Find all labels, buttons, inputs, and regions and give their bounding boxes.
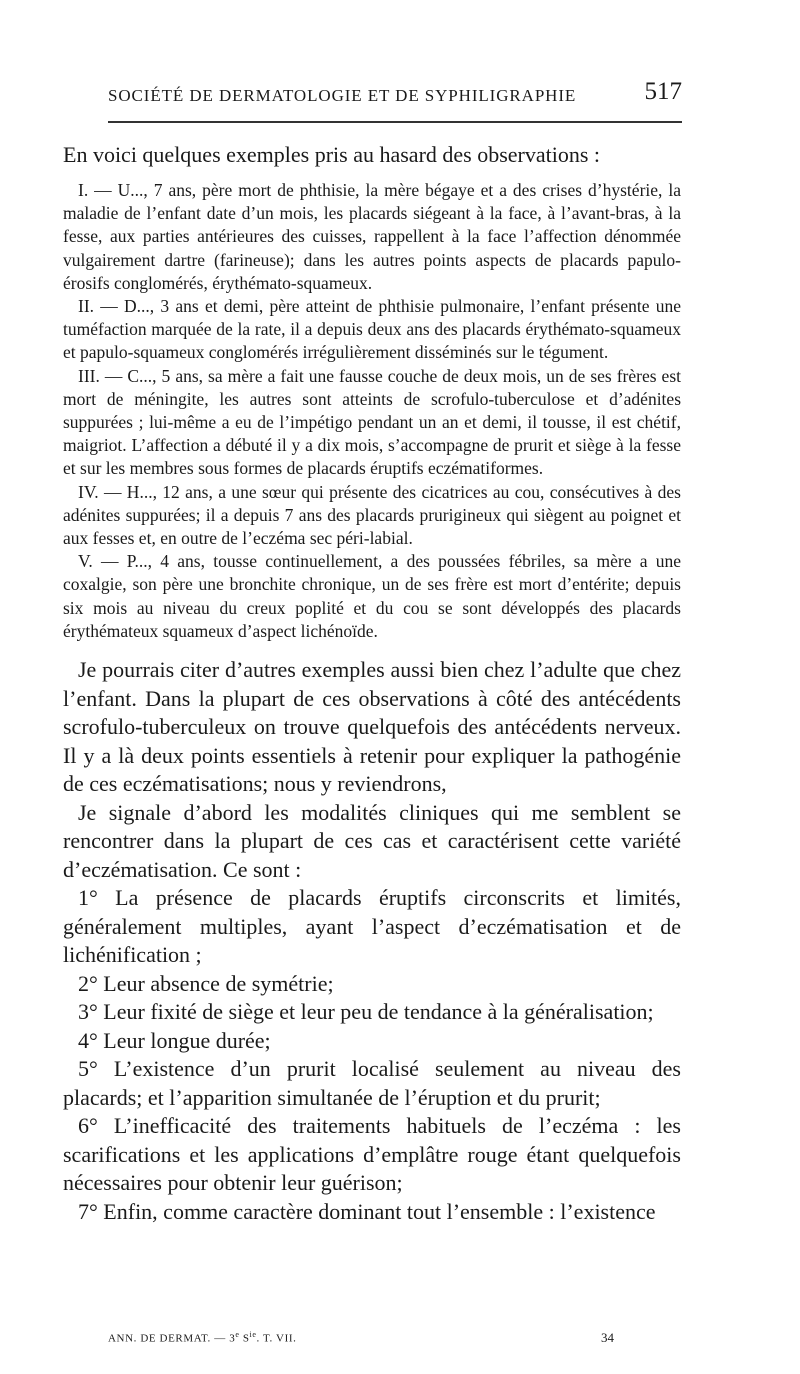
observation-5: V. — P..., 4 ans, tousse continuellement, a des poussées fébriles, sa mère a une coxalgie, son père une bronchite chronique, un de ses frère est mort d’entérite; depuis six mois au niveau du creux poplité et du cou se sont développés des placards érythémateux squameux d’aspect lichénoïde.	[63, 551, 681, 641]
criterion-3: 3° Leur fixité de siège et leur peu de tendance à la généralisation;	[78, 999, 654, 1025]
criterion-1: 1° La présence de placards éruptifs circonscrits et limités, généralement multiples, ayant l’aspect d’eczématisation et de lichénification ;	[63, 885, 681, 968]
journal-sup-ie: ie	[249, 1330, 257, 1339]
paragraph-other-examples: Je pourrais citer d’autres exemples aussi bien chez l’adulte que chez l’enfant. Dans la plupart de ces observations à côté des antécédents scrofulo-tuberculeux on trouve quelquefois des antécédents nerveux. Il y a là deux points essentiels à retenir pour expliquer la pathogénie de ces eczématisations; nous y reviendrons,	[63, 657, 681, 797]
journal-reference	[108, 1330, 296, 1345]
observation-3: III. — C..., 5 ans, sa mère a fait une fausse couche de deux mois, un de ses frères est mort de méningite, les autres sont atteints de scrofulo-tuberculose et d’adénites suppurées ; lui-même a eu de l’impétigo pendant un an et demi, il tousse, il est chétif, maigriot. L’affection a débuté il y a dix mois, s’accompagne de prurit et siège à la fesse et sur les membres sous formes de placards éruptifs eczématiformes.	[63, 365, 681, 479]
signature-mark: 34	[601, 1330, 614, 1345]
criterion-7: 7° Enfin, comme caractère dominant tout l’ensemble : l’existence	[78, 1198, 656, 1224]
criterion-2: 2° Leur absence de symétrie;	[78, 970, 334, 996]
criterion-6: 6° L’inefficacité des traitements habituels de l’eczéma : les scarifications et les applications d’emplâtre rouge étant quelquefois nécessaires pour obtenir leur guérison;	[63, 1113, 681, 1196]
body-text	[63, 139, 681, 1226]
journal-suffix: . T. VII.	[256, 1332, 297, 1345]
running-title: SOCIÉTÉ DE DERMATOLOGIE ET DE SYPHILIGRAPHIE	[108, 86, 577, 105]
page-number: 517	[644, 78, 682, 105]
criterion-5: 5° L’existence d’un prurit localisé seulement au niveau des placards; et l’apparition simultanée de l’éruption et du prurit;	[63, 1056, 681, 1110]
intro-line: En voici quelques exemples pris au hasard des observations :	[63, 142, 601, 167]
page-header	[108, 78, 682, 114]
page-footer	[108, 1330, 682, 1348]
observations-list	[63, 179, 681, 643]
journal-sup-series: e	[235, 1330, 240, 1339]
paragraph-clinical-modalities: Je signale d’abord les modalités cliniques qui me semblent se rencontrer dans la plupart de ces cas et caractérisent cette variété d’eczématisation. Ce sont :	[63, 799, 681, 882]
main-text	[63, 656, 681, 1226]
header-rule	[108, 121, 682, 123]
journal-prefix: ANN. DE DERMAT. — 3	[108, 1332, 236, 1345]
observation-1: I. — U..., 7 ans, père mort de phthisie, la mère bégaye et a des crises d’hystérie, la maladie de l’enfant date d’un mois, les placards siégeant à la face, à l’avant-bras, à la fesse, aux parties antérieures des cuisses, rappellent à la face l’affection dénommée vulgairement dartre (farineuse); dans les autres points aspects de placards papulo-érosifs conglomérés, érythémato-squameux.	[63, 180, 681, 293]
observation-2: II. — D..., 3 ans et demi, père atteint de phthisie pulmonaire, l’enfant présente une tuméfaction marquée de la rate, il a depuis deux ans des placards érythémato-squameux et papulo-squameux conglomérés irrégulièrement disséminés sur le tégument.	[63, 296, 681, 363]
journal-mid: S	[239, 1332, 250, 1345]
criterion-4: 4° Leur longue durée;	[78, 1027, 271, 1053]
observation-4: IV. — H..., 12 ans, a une sœur qui présente des cicatrices au cou, consécutives à des adénites suppurées; il a depuis 7 ans des placards prurigineux qui siègent au poignet et aux fesses et, en outre de l’eczéma sec péri-labial.	[63, 481, 681, 549]
